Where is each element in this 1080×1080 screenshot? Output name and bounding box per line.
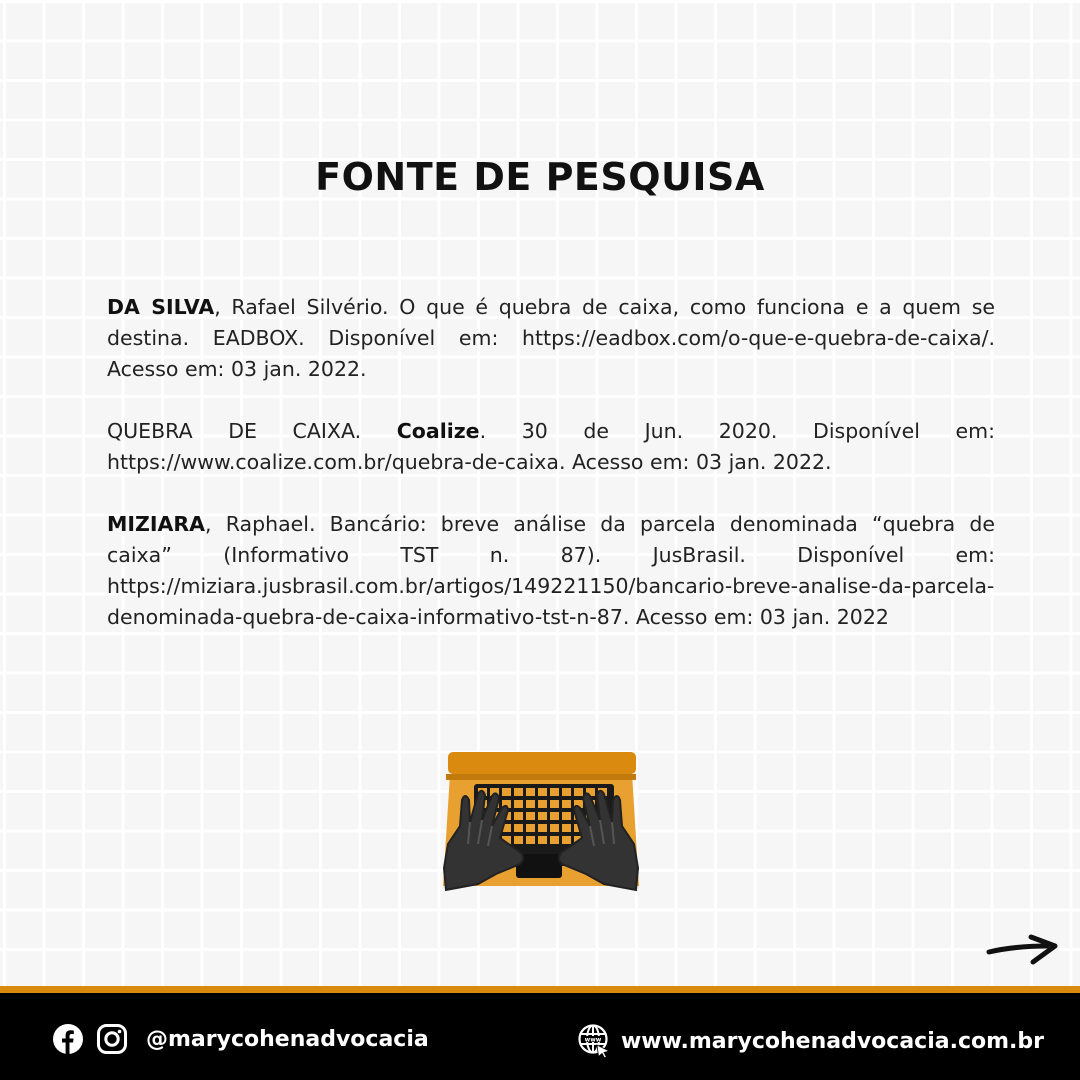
instagram-icon[interactable] bbox=[96, 1023, 128, 1055]
page-title: FONTE DE PESQUISA bbox=[315, 155, 765, 199]
reference-item bbox=[107, 416, 995, 478]
reference-text: QUEBRA DE CAIXA. bbox=[107, 419, 397, 443]
reference-text: , Raphael. Bancário: breve análise da parcela denominada “quebra de caixa” (Informativo TST n. 87). JusBrasil. Disponível em: https://miziara.jusbrasil.com.br/artigos/149221150/bancario-breve-analise-da-parcela-denominada-quebra-de-caixa-informativo-tst-n-87. Acesso em: 03 jan. 2022 bbox=[107, 512, 995, 629]
reference-item bbox=[107, 292, 995, 385]
social-links bbox=[52, 1023, 429, 1055]
reference-list bbox=[107, 292, 995, 664]
arrow-right-icon[interactable] bbox=[985, 932, 1060, 968]
footer-bar bbox=[0, 986, 1080, 1080]
svg-text:www: www bbox=[584, 1036, 602, 1044]
website-link[interactable] bbox=[577, 1023, 1044, 1059]
laptop-typing-icon bbox=[436, 748, 646, 903]
reference-source: Coalize bbox=[396, 419, 480, 443]
website-url[interactable]: www.marycohenadvocacia.com.br bbox=[620, 1028, 1044, 1054]
facebook-icon[interactable] bbox=[52, 1023, 84, 1055]
reference-text: , Rafael Silvério. O que é quebra de caixa, como funciona e a quem se destina. EADBOX. Disponível em: https://eadbox.com/o-que-e-quebra-de-caixa/. Acesso em: 03 jan. 2022. bbox=[107, 295, 995, 381]
reference-author: DA SILVA bbox=[107, 295, 215, 319]
reference-author: MIZIARA bbox=[107, 512, 206, 536]
social-handle[interactable]: @marycohenadvocacia bbox=[146, 1026, 429, 1052]
reference-item bbox=[107, 509, 995, 633]
globe-icon bbox=[577, 1023, 611, 1059]
reference-text: . 30 de Jun. 2020. Disponível em: https://www.coalize.com.br/quebra-de-caixa. Acesso em: 03 jan. 2022. bbox=[107, 419, 995, 474]
